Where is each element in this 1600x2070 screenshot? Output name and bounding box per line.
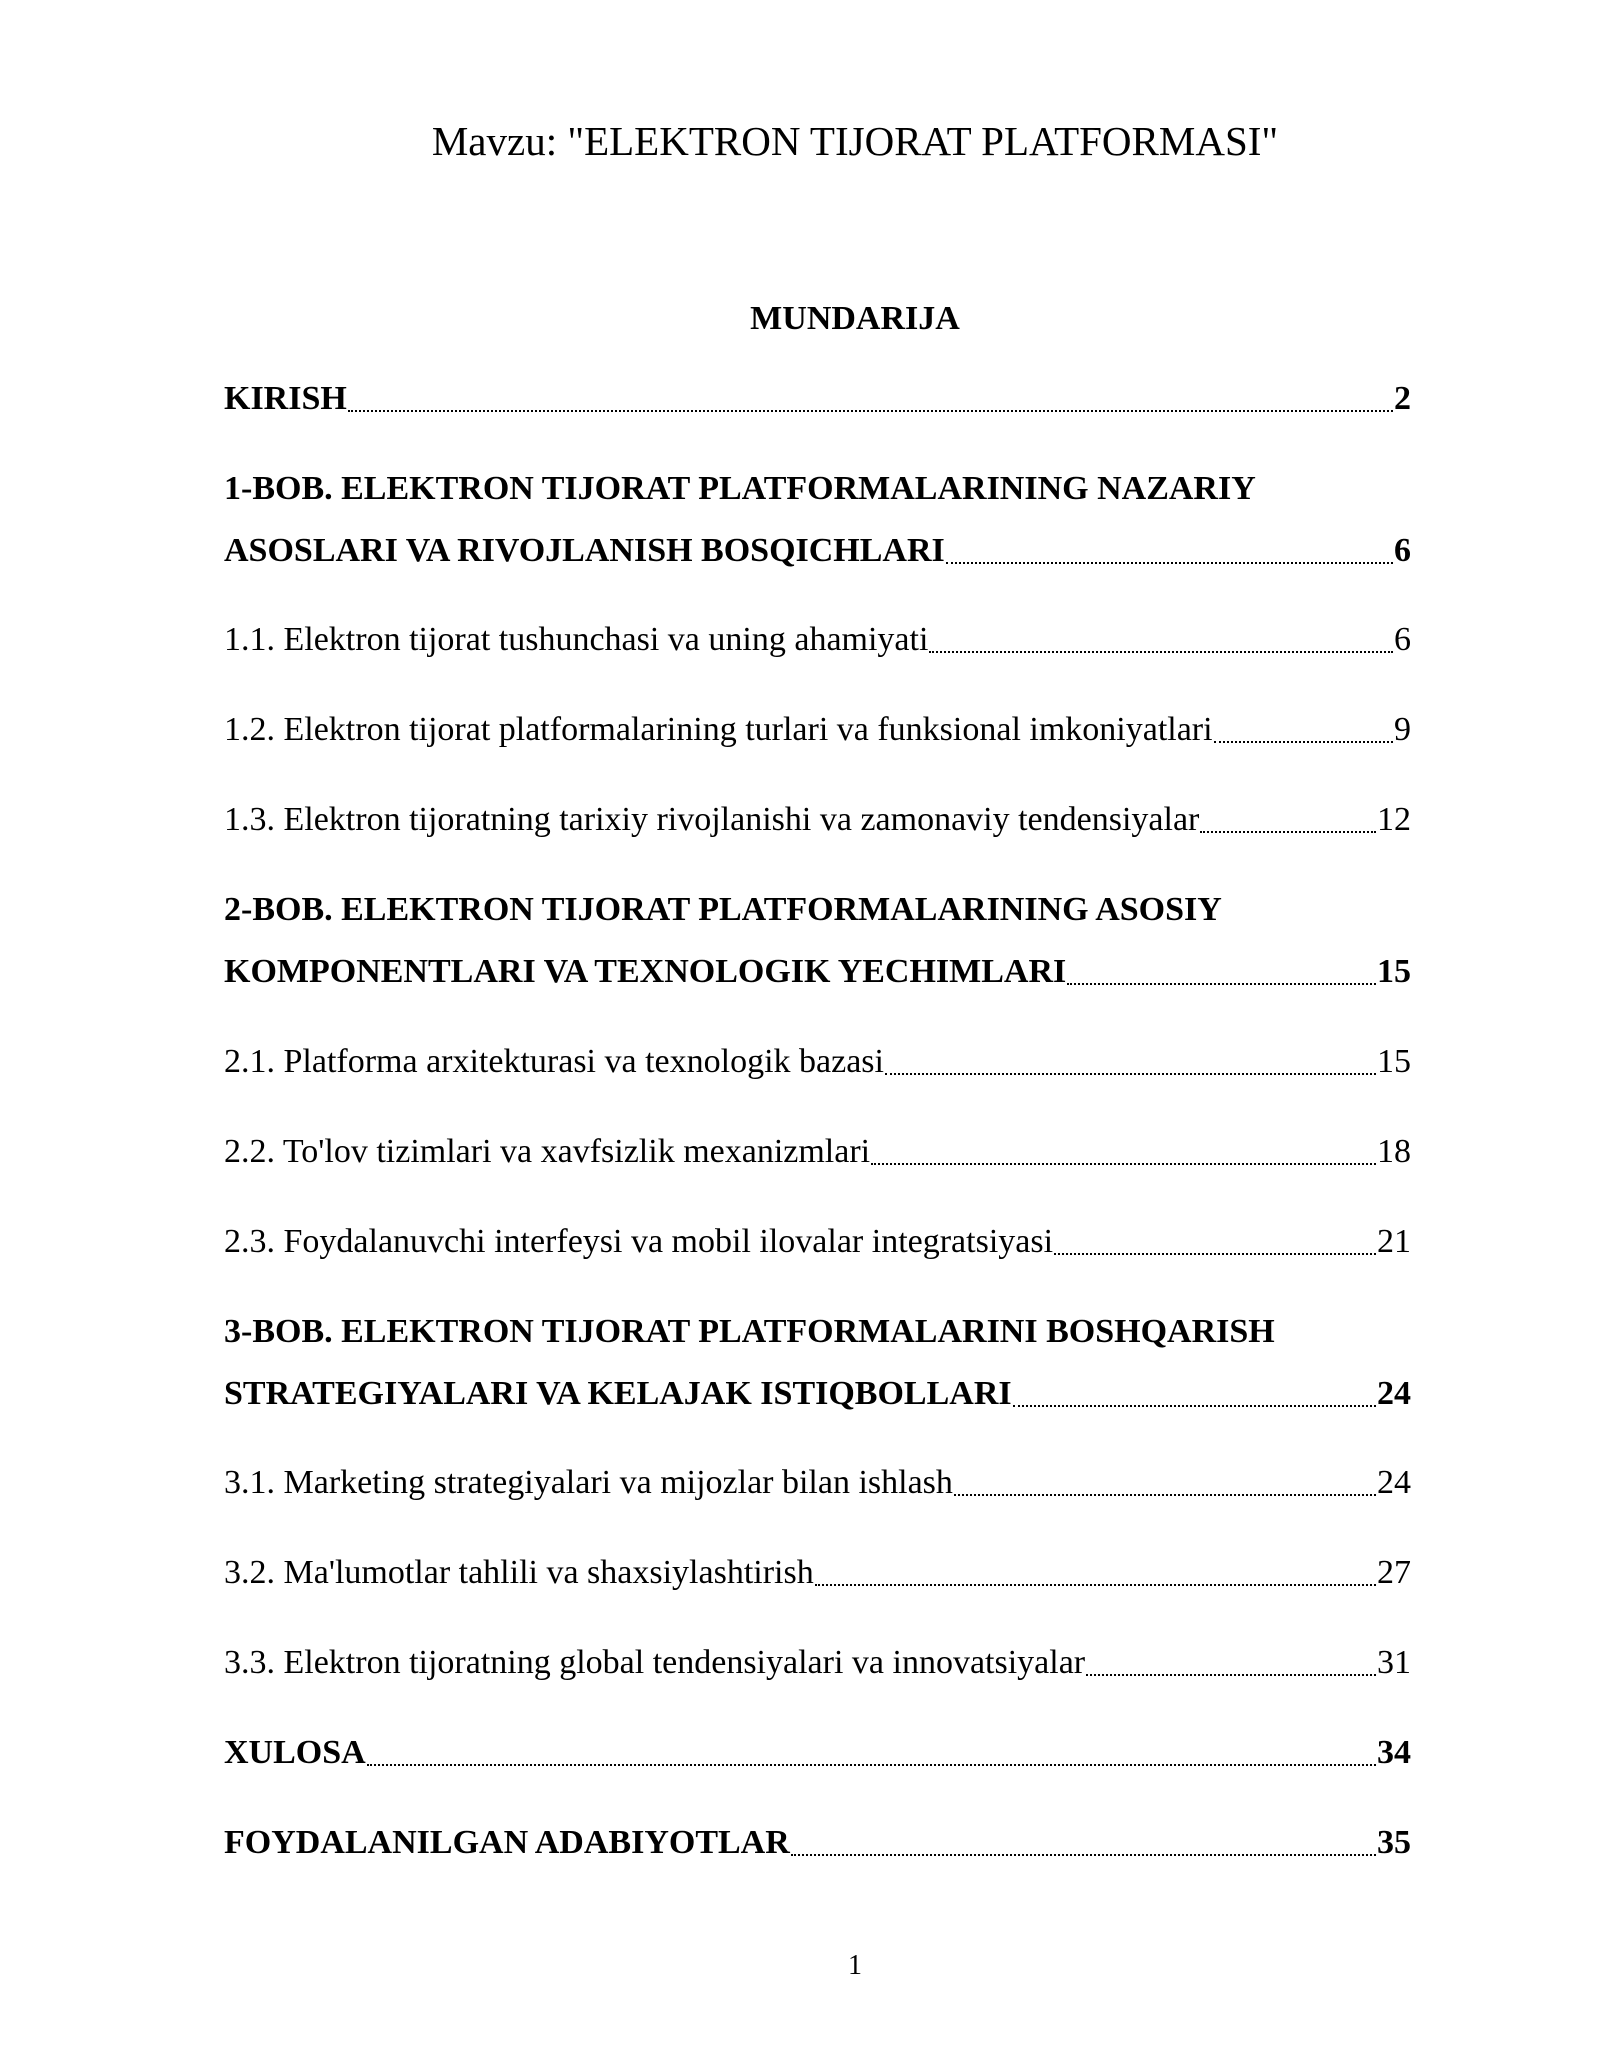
toc-entry-text: KIRISH [224,380,347,417]
toc-heading: MUNDARIJA [750,300,960,337]
toc-entry-page: 6 [1394,532,1411,569]
toc-entry-text: STRATEGIYALARI VA KELAJAK ISTIQBOLLARI [224,1375,1012,1412]
dot-leader [1214,741,1393,743]
toc-entry-text: 2.2. To'lov tizimlari va xavfsizlik mexanizmlari [224,1133,871,1170]
toc-entry-page: 24 [1377,1375,1411,1412]
dot-leader [946,562,1393,564]
dot-leader [1054,1253,1376,1255]
dot-leader [1013,1405,1376,1407]
toc-entry-text-line1: 2-BOB. ELEKTRON TIJORAT PLATFORMALARINING ASOSIY [224,891,1222,928]
toc-entry-section-3-2[interactable] [224,1551,1411,1595]
page-number: 1 [848,1950,862,1981]
toc-entry-page: 15 [1377,953,1411,990]
dot-leader [348,410,1393,412]
toc-entry-text: KOMPONENTLARI VA TEXNOLOGIK YECHIMLARI [224,953,1067,990]
toc-entry-text: ASOSLARI VA RIVOJLANISH BOSQICHLARI [224,532,945,569]
toc-entry-text: FOYDALANILGAN ADABIYOTLAR [224,1824,790,1861]
toc-entry-section-2-1[interactable] [224,1040,1411,1084]
toc-entry-page: 24 [1377,1464,1411,1501]
toc-entry-chapter-1[interactable] [224,467,1411,573]
dot-leader [929,651,1393,653]
toc-entry-text: 3.1. Marketing strategiyalari va mijozlar bilan ishlash [224,1464,953,1501]
dot-leader [367,1764,1376,1766]
document-title: Mavzu: "ELEKTRON TIJORAT PLATFORMASI" [431,118,1279,164]
toc-entry-section-2-3[interactable] [224,1220,1411,1264]
dot-leader [791,1854,1376,1856]
toc-entry-text: XULOSA [224,1734,366,1771]
toc-entry-page: 34 [1377,1734,1411,1771]
toc-entry-text: 1.1. Elektron tijorat tushunchasi va uning ahamiyati [224,621,929,658]
toc-entry-page: 15 [1377,1043,1411,1080]
toc-entry-text: 3.2. Ma'lumotlar tahlili va shaxsiylashtirish [224,1554,814,1591]
toc-entry-section-3-3[interactable] [224,1641,1411,1685]
dot-leader [1067,983,1376,985]
dot-leader [871,1163,1376,1165]
toc-entry-text: 2.1. Platforma arxitekturasi va texnologik bazasi [224,1043,884,1080]
toc-entry-section-1-2[interactable] [224,708,1411,752]
toc-entry-text: 1.2. Elektron tijorat platformalarining turlari va funksional imkoniyatlari [224,711,1213,748]
toc-entry-text: 3.3. Elektron tijoratning global tendensiyalari va innovatsiyalar [224,1644,1086,1681]
toc-entry-xulosa[interactable] [224,1731,1411,1775]
toc-entry-page: 2 [1394,380,1411,417]
toc-entry-page: 35 [1377,1824,1411,1861]
toc-entry-text-line1: 1-BOB. ELEKTRON TIJORAT PLATFORMALARINING NAZARIY [224,470,1256,507]
toc-entry-references[interactable] [224,1821,1411,1865]
dot-leader [1200,831,1376,833]
toc-entry-kirish[interactable] [224,377,1411,421]
toc-entry-text-line1: 3-BOB. ELEKTRON TIJORAT PLATFORMALARINI BOSHQARISH [224,1313,1275,1350]
toc-entry-section-2-2[interactable] [224,1130,1411,1174]
toc-entry-section-1-1[interactable] [224,618,1411,662]
toc-entry-page: 18 [1377,1133,1411,1170]
dot-leader [1086,1674,1376,1676]
table-of-contents [224,0,1411,2070]
toc-entry-section-3-1[interactable] [224,1461,1411,1505]
dot-leader [815,1584,1376,1586]
toc-entry-page: 21 [1377,1223,1411,1260]
dot-leader [885,1073,1376,1075]
toc-entry-chapter-2[interactable] [224,888,1411,994]
dot-leader [954,1494,1376,1496]
toc-entry-section-1-3[interactable] [224,798,1411,842]
toc-entry-text: 1.3. Elektron tijoratning tarixiy rivojlanishi va zamonaviy tendensiyalar [224,801,1200,838]
toc-entry-text: 2.3. Foydalanuvchi interfeysi va mobil ilovalar integratsiyasi [224,1223,1054,1260]
toc-entry-chapter-3[interactable] [224,1310,1411,1416]
toc-entry-page: 12 [1377,801,1411,838]
toc-entry-page: 9 [1394,711,1411,748]
toc-entry-page: 6 [1394,621,1411,658]
toc-entry-page: 27 [1377,1554,1411,1591]
toc-entry-page: 31 [1377,1644,1411,1681]
